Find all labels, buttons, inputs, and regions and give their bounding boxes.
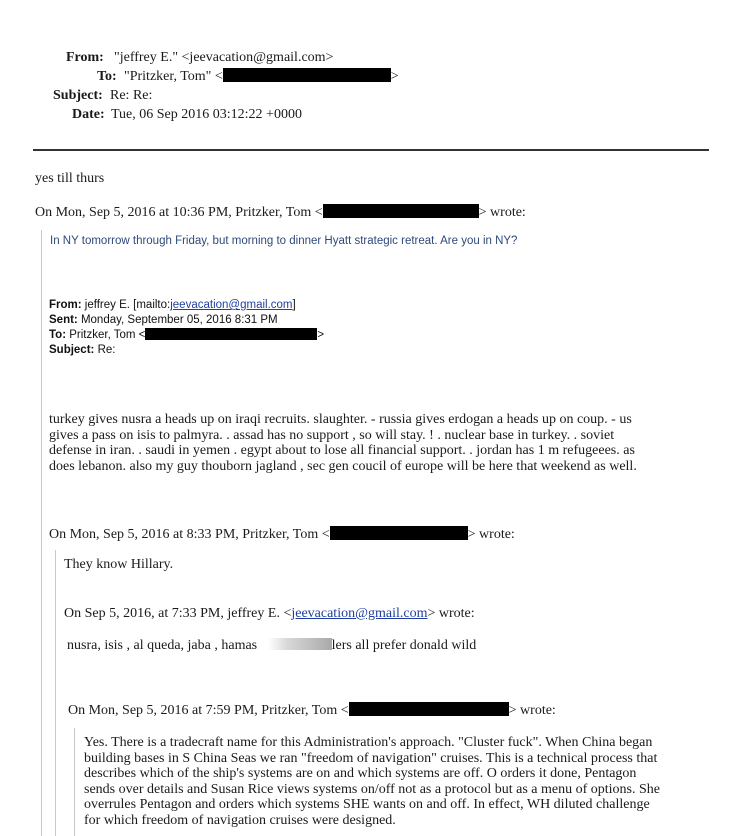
message-line: sends over details and Susan Rice views systems on/off not as a protocol but as a menu of options. She	[84, 781, 660, 797]
redaction-bar	[223, 68, 391, 82]
fwd-sent-value: Monday, September 05, 2016 8:31 PM	[77, 314, 278, 326]
message-line: for which freedom of navigation cruises were designed.	[84, 812, 396, 828]
redaction-bar	[145, 328, 317, 340]
reply-body: yes till thurs	[35, 171, 105, 186]
attribution-wrote: > wrote:	[478, 205, 526, 220]
fwd-from-bracket: ]	[292, 299, 296, 311]
quote-3-body	[67, 638, 476, 654]
fwd-subject-value: Re:	[94, 344, 116, 356]
attribution-text: On Mon, Sep 5, 2016 at 10:36 PM, Pritzker, Tom <	[35, 205, 323, 220]
redaction-bar	[323, 204, 479, 218]
fwd-to-row	[49, 328, 324, 343]
quote-2-attribution	[49, 526, 515, 543]
to-name: "Pritzker, Tom" <	[124, 69, 223, 84]
attribution-text: On Sep 5, 2016, at 7:33 PM, jeffrey E. <	[64, 606, 292, 621]
forwarded-header	[49, 298, 324, 358]
header-divider	[33, 149, 709, 151]
attribution-text: On Mon, Sep 5, 2016 at 8:33 PM, Pritzker, Tom <	[49, 527, 330, 542]
quote-2-body: They know Hillary.	[64, 557, 174, 572]
date-value: Tue, 06 Sep 2016 03:12:22 +0000	[111, 107, 302, 122]
subject-value: Re: Re:	[110, 88, 153, 103]
fwd-to-value: Pritzker, Tom <	[66, 329, 146, 341]
fwd-subject-row	[49, 343, 324, 358]
quote-4-attribution	[68, 702, 556, 719]
message-line: describes which of the ship's systems are on and which systems are off. O orders it done, Pentagon	[84, 766, 637, 781]
attribution-wrote: > wrote:	[427, 606, 475, 621]
attribution-wrote: > wrote:	[467, 527, 515, 542]
quote-bar-4	[74, 728, 75, 836]
date-label: Date:	[72, 107, 105, 122]
fwd-subject-label: Subject:	[49, 344, 95, 356]
fwd-from-row	[49, 298, 324, 313]
from-value: "jeffrey E." <jeevacation@gmail.com>	[114, 50, 334, 65]
message-line: defense in iran. . saudi in yemen . egypt about to lose all financial support. . jordan has 1 m refugeees. as	[49, 443, 635, 458]
quote-3-attribution	[64, 606, 475, 622]
body-text-continued: lers all prefer donald wild	[331, 638, 477, 653]
blurred-redaction	[268, 638, 332, 650]
fwd-to-bracket: >	[317, 329, 325, 341]
to-bracket: >	[390, 69, 399, 84]
from-label: From:	[66, 50, 104, 65]
message-line: turkey gives nusra a heads up on iraqi recruits. slaughter. - russia gives erdogan a heads up on coup. - us	[49, 412, 632, 427]
quote-bar-2	[55, 550, 56, 836]
attribution-text: On Mon, Sep 5, 2016 at 7:59 PM, Pritzker, Tom <	[68, 703, 349, 718]
fwd-from-label: From:	[49, 299, 82, 311]
fwd-sent-row	[49, 313, 324, 328]
fwd-to-label: To:	[49, 329, 67, 341]
to-label: To:	[97, 69, 117, 84]
quote-1-body: In NY tomorrow through Friday, but morning to dinner Hyatt strategic retreat. Are you in NY?	[50, 235, 518, 247]
fwd-sent-label: Sent:	[49, 314, 78, 326]
to-value	[124, 67, 399, 86]
message-2-body	[49, 412, 637, 474]
subject-label: Subject:	[53, 88, 103, 103]
quote-1-attribution	[35, 204, 526, 221]
quote-bar-outer	[41, 230, 42, 836]
attribution-wrote: > wrote:	[508, 703, 556, 718]
message-line: overrules Pentagon and orders which systems SHE wants on and off. In effect, WH diluted challenge	[84, 797, 650, 812]
quote-4-body	[84, 735, 660, 828]
attribution-email-link[interactable]: jeevacation@gmail.com	[291, 606, 428, 621]
message-line: gives a pass on isis to palmyra. . assad has no support , so will stay. ! . nuclear base in turkey. . soviet	[49, 427, 615, 443]
message-line: does lebanon. also my guy thouborn jagland , sec gen coucil of europe will be here that weekend as well.	[49, 458, 637, 474]
fwd-from-email-link[interactable]: jeevacation@gmail.com	[170, 299, 293, 311]
fwd-from-value: jeffrey E. [mailto:	[81, 299, 171, 311]
redaction-bar	[349, 702, 509, 716]
body-text: nusra, isis , al queda, jaba , hamas	[67, 638, 258, 653]
message-line: Yes. There is a tradecraft name for this Administration's approach. "Cluster fuck". When China began	[84, 735, 653, 750]
message-line: building bases in S China Seas we ran "freedom of navigation" cruises. This is a technical process that	[84, 750, 658, 766]
redaction-bar	[330, 526, 468, 540]
